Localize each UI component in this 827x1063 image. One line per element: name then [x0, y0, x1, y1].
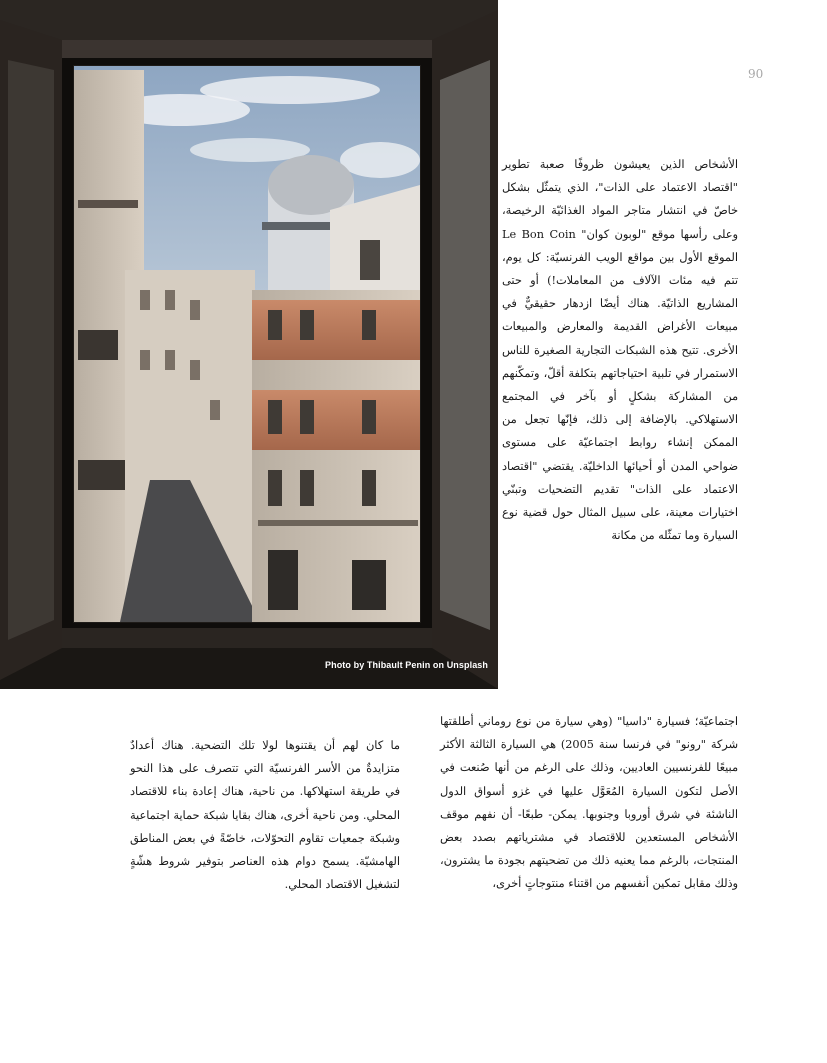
photo-credit: Photo by Thibault Penin on Unsplash	[325, 660, 488, 670]
article-text-lower-right-column: اجتماعيّة؛ فسيارة "داسيا" (وهي سيارة من نوع روماني أطلقتها شركة "رونو" في فرنسا سنة 2005) هي السيارة الثالثة الأكثر مبيعًا للفرنسيين العاديين، وذلك على الرغم من أنها صُنعت في الأصل لتكون السيارة المُعَوَّل عليها في غزو أسواق الدول الناشئة في شرق أوروبا وجنوبها. يمكن- طبعًا- أن نفهم موقف الأشخاص المستعدين للاقتصاد في مشترياتهم بصدد بعض المنتجات، بالرغم مما يعنيه ذلك من تضحيتهم بجودة ما يشترون، وذلك مقابل تمكين أنفسهم من اقتناء منتوجاتٍ أخرى،	[440, 715, 739, 891]
article-text-left-column: ما كان لهم أن يقتنوها لولا تلك التضحية. هناك أعدادٌ متزايدةٌ من الأسر الفرنسيّة التي تتصرف على هذا النحو في طريقة استهلاكها. من ناحية، هناك إعادة بناء للاقتصاد المحلي. ومن ناحية أخرى، هناك بقايا شبكة حماية اجتماعية وشبكة جمعيات تقاوم التحوّلات، خاصّةً في بعض المناطق الهامشيّة. يسمح دوام هذه العناصر بتوفير شروط هشّةٍ لتشغيل الاقتصاد المحلي.	[130, 739, 400, 892]
paris-window-photo	[0, 0, 498, 689]
page-number: 90	[748, 67, 764, 81]
article-text-right-column: الأشخاص الذين يعيشون ظروفًا صعبة تطوير "اقتصاد الاعتماد على الذات"، الذي يتمثّل بشكل خاصّ في انتشار متاجر المواد الغذائيّة الرخيصة، وعلى رأسها موقع "لوبون كوان" Le Bon Coin الموقع الأول بين مواقع الويب الفرنسيّة: كل يوم، تتم فيه مئات الآلاف من المعاملات!) أو حتى المشاريع الذاتيّة. هناك أيضًا ازدهار حقيقيٌّ في مبيعات الأغراض القديمة والمعارض والمبيعات الأخرى. تتيح هذه الشبكات التجارية الصغيرة للناس الاستمرار في تلبية احتياجاتهم بتكلفة أقلّ، وتمكّنهم من المشاركة بشكلٍ أو بآخر في المجتمع الاستهلاكي. بالإضافة إلى ذلك، فإنّها تجعل من الممكن إنشاء روابط اجتماعيّة على مستوى ضواحي المدن أو أحيائها الداخليّة. يقتضي "اقتصاد الاعتماد على الذات" تقديم التضحيات وتبنّي اختيارات معينة، على سبيل المثال حول قضية نوع السيارة وما تمثّله من مكانة	[502, 158, 738, 543]
